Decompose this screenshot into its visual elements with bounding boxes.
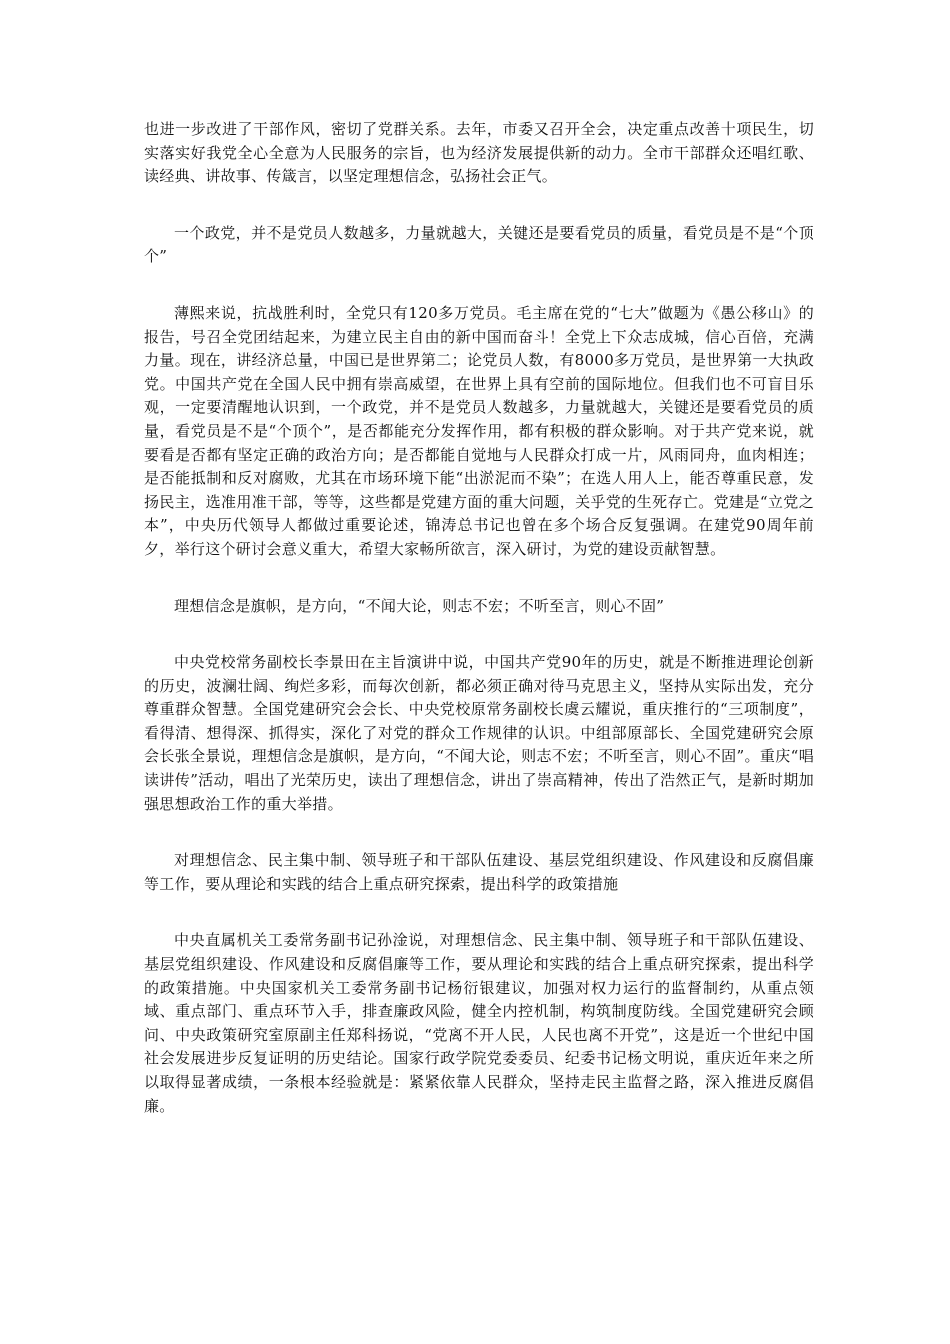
paragraph-bo-xilai-remarks: 薄熙来说，抗战胜利时，全党只有120多万党员。毛主席在党的“七大”做题为《愚公移山》的报告，号召全党团结起来，为建立民主自由的新中国而奋斗！全党上下众志成城，信心百倍，充满力量。现在，讲经济总量，中国已是世界第二；论党员人数，有8000多万党员，是世界第一大执政党。中国共产党在全国人民中拥有崇高威望，在世界上具有空前的国际地位。但我们也不可盲目乐观，一定要清醒地认识到，一个政党，并不是党员人数越多，力量就越大，关键还是要看党员的质量，看党员是不是“个顶个”，是否都能充分发挥作用，都有积极的群众影响。对于共产党来说，就要看是否都有坚定正确的政治方向；是否都能自觉地与人民群众打成一片，风雨同舟，血肉相连；是否能抵制和反对腐败，尤其在市场环境下能“出淤泥而不染”；在选人用人上，能否尊重民意，发扬民主，选准用准干部，等等，这些都是党建方面的重大问题，关乎党的生死存亡。党建是“立党之本”，中央历代领导人都做过重要论述，锦涛总书记也曾在多个场合反复强调。在建党90周年前夕，举行这个研讨会意义重大，希望大家畅所欲言，深入研讨，为党的建设贡献智慧。: [144, 303, 814, 558]
section-heading-research: 对理想信念、民主集中制、领导班子和干部队伍建设、基层党组织建设、作风建设和反腐倡廉等工作，要从理论和实践的结合上重点研究探索，提出科学的政策措施: [144, 851, 814, 893]
paragraph-gap: [144, 618, 814, 651]
paragraph-gap: [144, 562, 814, 595]
paragraph-gap: [144, 816, 814, 849]
section-heading-ideals: 理想信念是旗帜，是方向，“不闻大论，则志不宏；不听至言，则心不固”: [174, 596, 665, 615]
paragraph-work-committee-remarks: 中央直属机关工委常务副书记孙淦说，对理想信念、民主集中制、领导班子和干部队伍建设、基层党组织建设、作风建设和反腐倡廉等工作，要从理论和实践的结合上重点研究探索，提出科学的政策措施。中央国家机关工委常务副书记杨衍银建议，加强对权力运行的监督制约，从重点领域、重点部门、重点环节入手，排查廉政风险，健全内控机制，构筑制度防线。全国党建研究会顾问、中央政策研究室原副主任郑科扬说，“党离不开人民，人民也离不开党”，这是近一个世纪中国社会发展进步反复证明的历史结论。国家行政学院党委委员、纪委书记杨文明说，重庆近年来之所以取得显著成绩，一条根本经验就是：紧紧依靠人民群众，坚持走民主监督之路，深入推进反腐倡廉。: [144, 931, 814, 1115]
paragraph-gap: [144, 896, 814, 929]
paragraph-gap: [144, 189, 814, 222]
paragraph-gap: [144, 269, 814, 302]
paragraph-continuation: 也进一步改进了干部作风，密切了党群关系。去年，市委又召开全会，决定重点改善十项民生，切实落实好我党全心全意为人民服务的宗旨，也为经济发展提供新的动力。全市干部群众还唱红歌、读经典、讲故事、传箴言，以坚定理想信念，弘扬社会正气。: [144, 120, 814, 186]
article-body: [144, 118, 814, 1118]
paragraph-party-school-remarks: 中央党校常务副校长李景田在主旨演讲中说，中国共产党90年的历史，就是不断推进理论创新的历史，波澜壮阔、绚烂多彩，而每次创新，都必须正确对待马克思主义，坚持从实际出发，充分尊重群众智慧。全国党建研究会会长、中央党校原常务副校长虞云耀说，重庆推行的“三项制度”，看得清、想得深、抓得实，深化了对党的群众工作规律的认识。中组部原部长、全国党建研究会原会长张全景说，理想信念是旗帜，是方向，“不闻大论，则志不宏；不听至言，则心不固”。重庆“唱读讲传”活动，唱出了光荣历史，读出了理想信念，讲出了崇高精神，传出了浩然正气，是新时期加强思想政治工作的重大举措。: [144, 653, 814, 813]
section-heading-party-quality: 一个政党，并不是党员人数越多，力量就越大，关键还是要看党员的质量，看党员是不是“个顶个”: [144, 223, 814, 266]
